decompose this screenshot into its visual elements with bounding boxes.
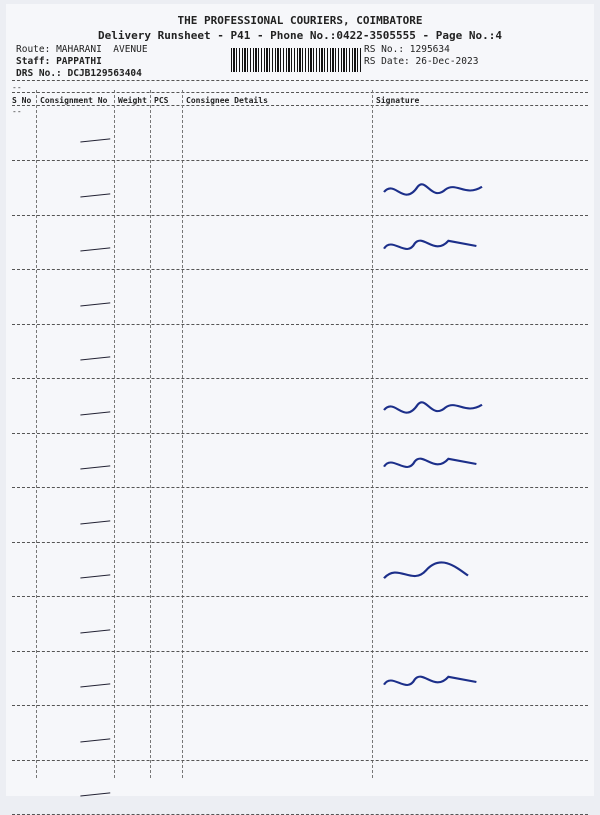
row-tick-mark (80, 132, 111, 142)
row-tick-mark (80, 786, 111, 796)
signature-scribble (378, 171, 498, 205)
row-tick-mark (80, 296, 111, 306)
rs-date-line (364, 56, 478, 67)
column-divider (36, 90, 37, 778)
column-divider (150, 90, 151, 778)
signature-scribble (378, 661, 498, 695)
signature-stroke (384, 677, 476, 685)
divider (12, 92, 588, 93)
rs-date-label: RS Date: (364, 56, 410, 67)
dash-mark: -- (12, 83, 22, 92)
col-header-signature: Signature (376, 96, 420, 105)
drs-label: DRS No.: (16, 68, 62, 79)
signature-scribble (378, 552, 498, 586)
rs-no-line (364, 44, 450, 55)
row-divider (12, 324, 588, 325)
rs-no-label: RS No.: (364, 44, 405, 55)
signature-stroke (384, 184, 482, 194)
staff-value: PAPPATHI (56, 56, 102, 67)
row-tick-mark (80, 241, 111, 251)
row-tick-mark (80, 405, 111, 415)
runsheet-title: Delivery Runsheet - P41 - Phone No.:0422-3505555 - Page No.:4 (98, 29, 502, 42)
signature-stroke (384, 402, 482, 412)
row-divider (12, 487, 588, 488)
drs-value: DCJB129563404 (67, 68, 142, 79)
row-divider (12, 596, 588, 597)
column-divider (114, 90, 115, 778)
company-title: THE PROFESSIONAL COURIERS, COIMBATORE (177, 14, 423, 27)
row-tick-mark (80, 732, 111, 742)
signature-scribble (378, 225, 498, 259)
column-divider (182, 90, 183, 778)
drs-line (16, 68, 142, 79)
signature-stroke (384, 562, 468, 578)
row-tick-mark (80, 187, 111, 197)
row-divider (12, 651, 588, 652)
rs-date-value: 26-Dec-2023 (415, 56, 479, 67)
runsheet-page (6, 4, 594, 796)
signature-scribble (378, 389, 498, 423)
row-tick-mark (80, 677, 111, 687)
row-divider (12, 378, 588, 379)
row-tick-mark (80, 623, 111, 633)
route-line (16, 44, 148, 55)
dash-mark: -- (12, 107, 22, 116)
row-divider (12, 433, 588, 434)
route-label: Route: (16, 44, 51, 55)
staff-label: Staff: (16, 56, 51, 67)
signature-stroke (384, 241, 476, 249)
col-header-weight: Weight (118, 96, 147, 105)
row-divider (12, 215, 588, 216)
row-divider (12, 160, 588, 161)
row-tick-mark (80, 350, 111, 360)
col-header-pcs: PCS (154, 96, 169, 105)
divider (12, 80, 588, 81)
row-divider (12, 705, 588, 706)
col-header-details: Consignee Details (186, 96, 268, 105)
route-value: MAHARANI AVENUE (56, 44, 148, 55)
barcode (231, 48, 361, 72)
row-tick-mark (80, 568, 111, 578)
signature-stroke (384, 459, 476, 467)
row-tick-mark (80, 514, 111, 524)
rs-no-value: 1295634 (409, 44, 450, 55)
row-divider (12, 542, 588, 543)
col-header-sno: S No (12, 96, 32, 105)
column-divider (372, 90, 373, 778)
divider (12, 105, 588, 106)
row-tick-mark (80, 459, 111, 469)
signature-scribble (378, 443, 498, 477)
staff-line (16, 56, 102, 67)
row-divider (12, 269, 588, 270)
row-divider (12, 760, 588, 761)
col-header-consignment: Consignment No (40, 96, 108, 105)
